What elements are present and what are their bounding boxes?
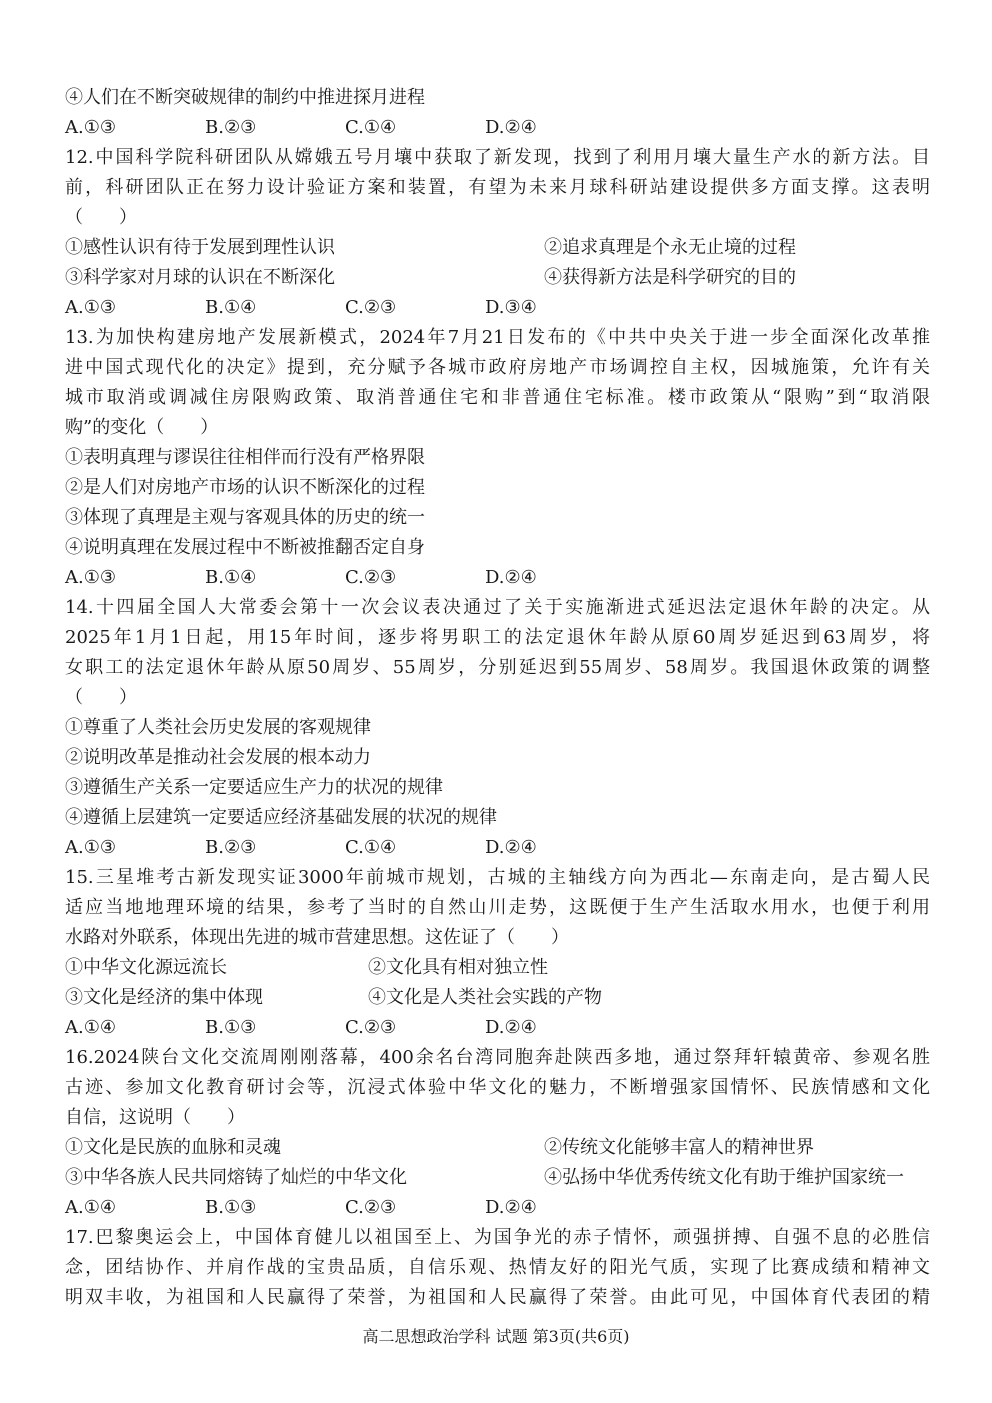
answer-a: A.①③	[65, 837, 116, 858]
answer-b: B.①③	[205, 1197, 257, 1218]
q14-stem-line: 2025年1月1日起，用15年时间，逐步将男职工的法定退休年龄从原60周岁延迟到63周岁，将	[65, 627, 930, 648]
q12-stem-line: 12.中国科学院科研团队从嫦娥五号月壤中获取了新发现，找到了利用月壤大量生产水的新方法。目	[65, 147, 930, 168]
option-2: ②文化具有相对独立性	[368, 957, 548, 978]
answer-a: A.①③	[65, 567, 116, 588]
q13-stem-line: 13.为加快构建房地产发展新模式，2024年7月21日发布的《中共中央关于进一步全面深化改革推	[65, 327, 930, 348]
answer-d: D.②④	[485, 117, 537, 138]
answer-c: C.②③	[345, 1197, 397, 1218]
q17-stem-line: 17.巴黎奥运会上，中国体育健儿以祖国至上、为国争光的赤子情怀，顽强拼搏、自强不息的必胜信	[65, 1227, 930, 1248]
option-4: ④文化是人类社会实践的产物	[368, 987, 602, 1008]
q14-stem-line: （ ）	[65, 687, 137, 708]
option-1: ①尊重了人类社会历史发展的客观规律	[65, 717, 371, 738]
option-2: ②追求真理是个永无止境的过程	[544, 237, 796, 258]
answer-c: C.②③	[345, 297, 397, 318]
answer-b: B.①④	[205, 297, 257, 318]
q16-stem-line: 自信，这说明（ ）	[65, 1107, 245, 1128]
answer-c: C.②③	[345, 1017, 397, 1038]
q11-answers	[65, 113, 930, 143]
option-4: ④遵循上层建筑一定要适应经济基础发展的状况的规律	[65, 807, 497, 828]
q12-options-row	[65, 233, 930, 263]
answer-d: D.②④	[485, 837, 537, 858]
option-3: ③科学家对月球的认识在不断深化	[65, 267, 335, 288]
answer-a: A.①③	[65, 297, 116, 318]
option-1: ①表明真理与谬误往往相伴而行没有严格界限	[65, 447, 425, 468]
q13-stem-line: 购”的变化（ ）	[65, 417, 219, 438]
answer-b: B.①④	[205, 567, 257, 588]
option-2: ②是人们对房地产市场的认识不断深化的过程	[65, 477, 425, 498]
q15-stem-line: 适应当地地理环境的结果，参考了当时的自然山川走势，这既便于生产生活取水用水，也便于利用	[65, 897, 930, 918]
q17-stem-line: 明双丰收，为祖国和人民赢得了荣誉，为祖国和人民赢得了荣誉。由此可见，中国体育代表团的精	[65, 1287, 930, 1308]
answer-c: C.①④	[345, 837, 397, 858]
q14-answers	[65, 833, 930, 863]
q12-stem-line: （ ）	[65, 207, 137, 228]
q16-stem-line: 16.2024陕台文化交流周刚刚落幕，400余名台湾同胞奔赴陕西多地，通过祭拜轩辕黄帝、参观名胜	[65, 1047, 930, 1068]
option-3: ③遵循生产关系一定要适应生产力的状况的规律	[65, 777, 443, 798]
answer-d: D.②④	[485, 567, 537, 588]
answer-b: B.②③	[205, 117, 257, 138]
q14-stem-line: 女职工的法定退休年龄从原50周岁、55周岁，分别延迟到55周岁、58周岁。我国退休政策的调整	[65, 657, 930, 678]
q17-stem-line: 念，团结协作、并肩作战的宝贵品质，自信乐观、热情友好的阳光气质，实现了比赛成绩和精神文	[65, 1257, 930, 1278]
option-1: ①中华文化源远流长	[65, 957, 227, 978]
option-4: ④说明真理在发展过程中不断被推翻否定自身	[65, 537, 425, 558]
option-1: ①文化是民族的血脉和灵魂	[65, 1137, 281, 1158]
q15-options-row	[65, 953, 930, 983]
q14-stem-line: 14.十四届全国人大常委会第十一次会议表决通过了关于实施渐进式延迟法定退休年龄的决定。从	[65, 597, 930, 618]
answer-d: D.③④	[485, 297, 537, 318]
option-4: ④获得新方法是科学研究的目的	[544, 267, 796, 288]
answer-b: B.②③	[205, 837, 257, 858]
q12-stem-line: 前，科研团队正在努力设计验证方案和装置，有望为未来月球科研站建设提供多方面支撑。这表明	[65, 177, 930, 198]
option-3: ③文化是经济的集中体现	[65, 987, 263, 1008]
answer-b: B.①③	[205, 1017, 257, 1038]
answer-d: D.②④	[485, 1017, 537, 1038]
q16-options-row	[65, 1133, 930, 1163]
q12-answers	[65, 293, 930, 323]
option-2: ②说明改革是推动社会发展的根本动力	[65, 747, 371, 768]
option-2: ②传统文化能够丰富人的精神世界	[544, 1137, 814, 1158]
option-4: ④弘扬中华优秀传统文化有助于维护国家统一	[544, 1167, 904, 1188]
option-3: ③体现了真理是主观与客观具体的历史的统一	[65, 507, 425, 528]
q13-answers	[65, 563, 930, 593]
answer-c: C.②③	[345, 567, 397, 588]
page-content	[65, 83, 930, 1313]
q12-options-row	[65, 263, 930, 293]
q16-stem-line: 古迹、参加文化教育研讨会等，沉浸式体验中华文化的魅力，不断增强家国情怀、民族情感和文化	[65, 1077, 930, 1098]
option-3: ③中华各族人民共同熔铸了灿烂的中华文化	[65, 1167, 407, 1188]
answer-a: A.①③	[65, 117, 116, 138]
answer-a: A.①④	[65, 1197, 116, 1218]
q16-answers	[65, 1193, 930, 1223]
q15-stem-line: 15.三星堆考古新发现实证3000年前城市规划，古城的主轴线方向为西北—东南走向，是古蜀人民	[65, 867, 930, 888]
answer-c: C.①④	[345, 117, 397, 138]
q15-stem-line: 水路对外联系，体现出先进的城市营建思想。这佐证了（ ）	[65, 927, 569, 948]
q15-options-row	[65, 983, 930, 1013]
q15-answers	[65, 1013, 930, 1043]
page-footer: 高二思想政治学科 试题 第3页(共6页)	[362, 1327, 630, 1346]
q16-options-row	[65, 1163, 930, 1193]
answer-d: D.②④	[485, 1197, 537, 1218]
option-1: ①感性认识有待于发展到理性认识	[65, 237, 335, 258]
q11-statement-4: ④人们在不断突破规律的制约中推进探月进程	[65, 87, 425, 108]
q13-stem-line: 进中国式现代化的决定》提到，充分赋予各城市政府房地产市场调控自主权，因城施策，允许有关	[65, 357, 930, 378]
q13-stem-line: 城市取消或调减住房限购政策、取消普通住宅和非普通住宅标准。楼市政策从“限购”到“取消限	[65, 387, 930, 408]
answer-a: A.①④	[65, 1017, 116, 1038]
